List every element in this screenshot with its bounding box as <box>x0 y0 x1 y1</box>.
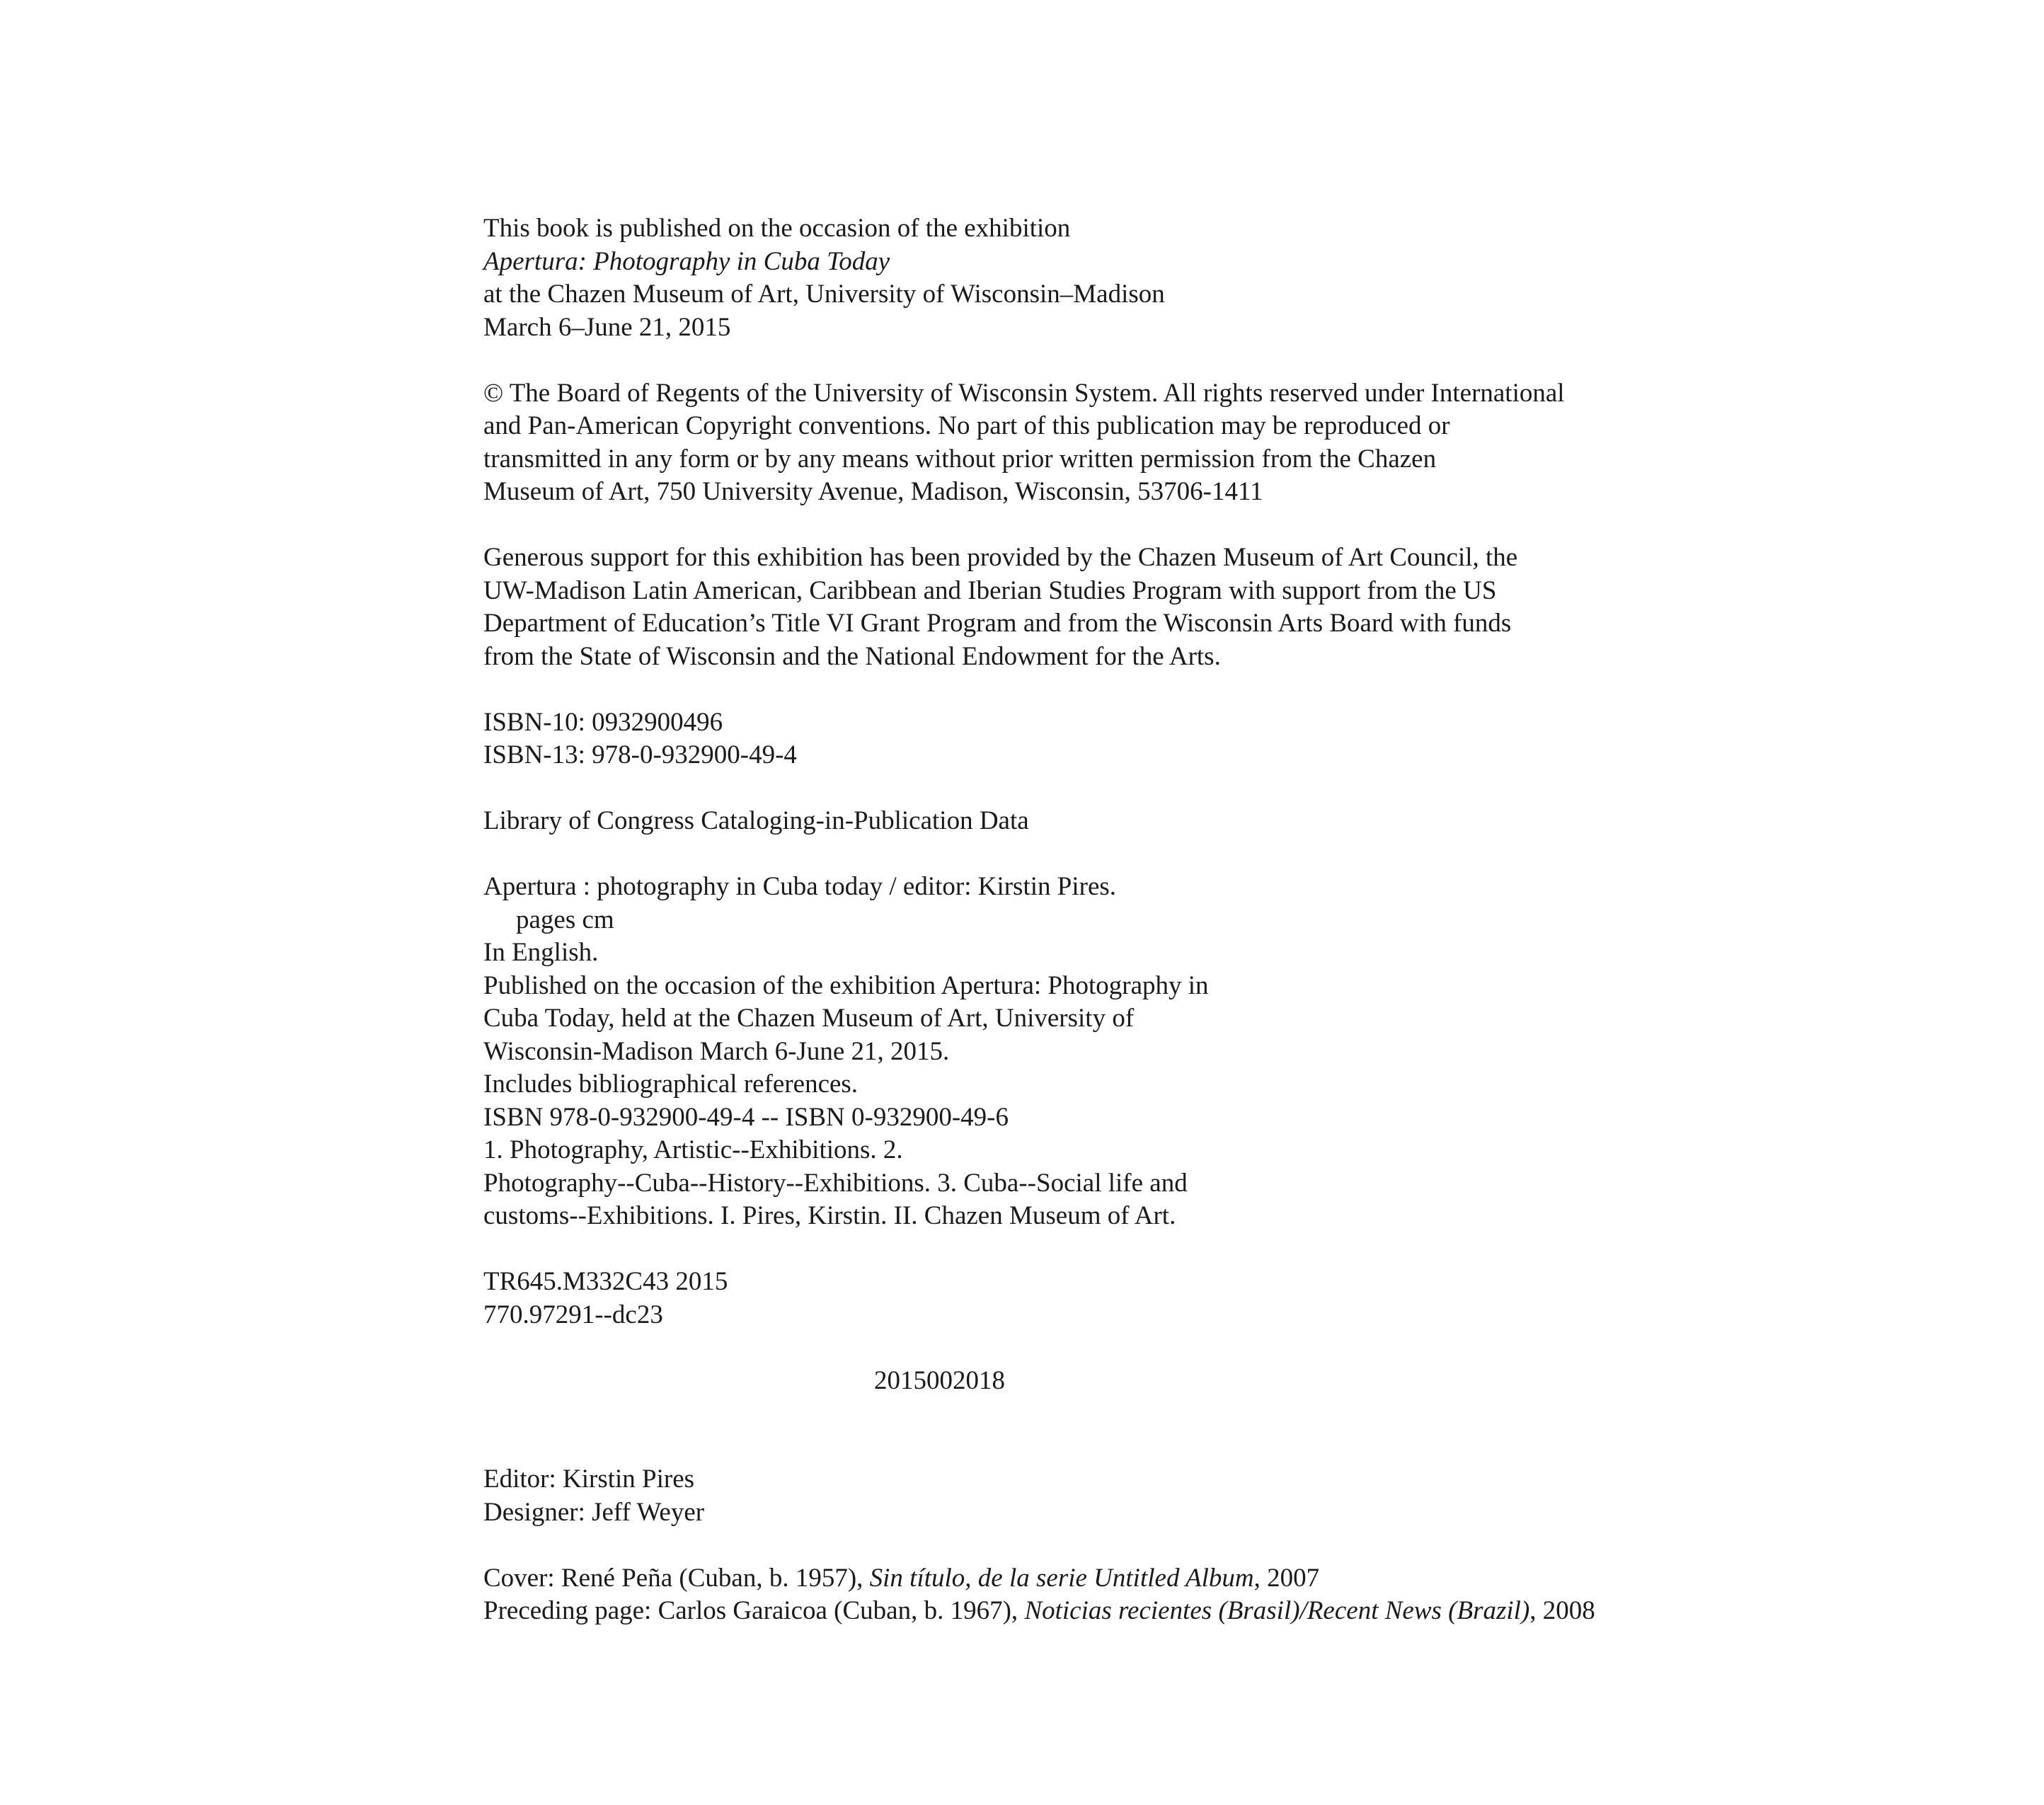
copyright-notice <box>483 377 1587 509</box>
spacer <box>483 673 1587 706</box>
isbn-13: ISBN-13: 978-0-932900-49-4 <box>483 740 797 769</box>
cover-artwork-title: Sin título, de la serie Untitled Album <box>869 1563 1254 1593</box>
isbn-10: ISBN-10: 0932900496 <box>483 707 723 737</box>
exhibition-block <box>483 212 1587 344</box>
exhibition-intro: This book is published on the occasion of the exhibition <box>483 214 1071 243</box>
exhibition-title: Apertura: Photography in Cuba Today <box>483 246 890 276</box>
preceding-page-credit <box>483 1595 1595 1628</box>
cip-line: Includes bibliographical references. <box>483 1070 859 1099</box>
spacer <box>483 772 1587 806</box>
cip-heading-block <box>483 805 1587 838</box>
cip-line: Wisconsin-Madison March 6-June 21, 2015. <box>483 1036 950 1066</box>
copyright-line: and Pan-American Copyright conventions. No part of this publication may be reproduced or <box>483 411 1450 440</box>
exhibition-venue: at the Chazen Museum of Art, University of Wisconsin–Madison <box>483 280 1165 309</box>
preceding-artwork-title: Noticias recientes (Brasil)/Recent News (Brazil) <box>1024 1596 1530 1625</box>
lccn-block <box>483 1365 1587 1398</box>
cip-record-title: Apertura : photography in Cuba today / editor: Kirstin Pires. <box>483 872 1117 901</box>
image-credits <box>483 1562 1595 1628</box>
spacer <box>483 1529 1587 1562</box>
support-statement <box>483 542 1587 673</box>
copyright-line: © The Board of Regents of the University of Wisconsin System. All rights reserved under International <box>483 378 1565 408</box>
preceding-credit-year: , 2008 <box>1529 1596 1595 1625</box>
lccn: 2015002018 <box>874 1365 1005 1395</box>
cip-line: Cuba Today, held at the Chazen Museum of Art, University of <box>483 1004 1135 1033</box>
classification-block <box>483 1266 1587 1331</box>
cover-credit <box>483 1562 1587 1595</box>
cip-line: customs--Exhibitions. I. Pires, Kirstin. II. Chazen Museum of Art. <box>483 1201 1176 1230</box>
spacer <box>483 838 1587 871</box>
dewey-number: 770.97291--dc23 <box>483 1300 663 1329</box>
cip-record <box>483 871 1587 1233</box>
copyright-page <box>483 212 1595 1628</box>
cip-line: 1. Photography, Artistic--Exhibitions. 2. <box>483 1135 903 1164</box>
isbn-block <box>483 706 1587 772</box>
exhibition-dates: March 6–June 21, 2015 <box>483 312 731 342</box>
cip-line: Published on the occasion of the exhibition Apertura: Photography in <box>483 970 1209 1000</box>
designer-credit: Designer: Jeff Weyer <box>483 1497 705 1527</box>
cover-credit-year: , 2007 <box>1253 1563 1320 1593</box>
cip-line: Photography--Cuba--History--Exhibitions. 3. Cuba--Social life and <box>483 1168 1188 1198</box>
call-number: TR645.M332C43 2015 <box>483 1267 728 1296</box>
support-line: Generous support for this exhibition has been provided by the Chazen Museum of Art Council, the <box>483 543 1518 572</box>
spacer <box>483 509 1587 542</box>
spacer <box>483 1233 1587 1266</box>
support-line: UW-Madison Latin American, Caribbean and Iberian Studies Program with support from the US <box>483 575 1497 605</box>
copyright-line: Museum of Art, 750 University Avenue, Madison, Wisconsin, 53706-1411 <box>483 477 1263 506</box>
cip-heading: Library of Congress Cataloging-in-Publication Data <box>483 806 1029 835</box>
spacer <box>483 1397 1587 1431</box>
support-line: from the State of Wisconsin and the National Endowment for the Arts. <box>483 641 1221 671</box>
credits-block <box>483 1463 1587 1529</box>
copyright-line: transmitted in any form or by any means without prior written permission from the Chazen <box>483 444 1437 474</box>
spacer <box>483 344 1587 377</box>
spacer <box>483 1431 1587 1464</box>
support-line: Department of Education’s Title VI Grant Program and from the Wisconsin Arts Board with funds <box>483 609 1512 638</box>
preceding-credit-prefix: Preceding page: Carlos Garaicoa (Cuban, b. 1967), <box>483 1596 1025 1625</box>
cip-line: ISBN 978-0-932900-49-4 -- ISBN 0-932900-49-6 <box>483 1102 1009 1132</box>
cover-credit-prefix: Cover: René Peña (Cuban, b. 1957), <box>483 1563 870 1593</box>
spacer <box>483 1331 1587 1365</box>
editor-credit: Editor: Kirstin Pires <box>483 1465 695 1494</box>
cip-pages: pages cm <box>516 905 614 934</box>
cip-line: In English. <box>483 938 599 967</box>
